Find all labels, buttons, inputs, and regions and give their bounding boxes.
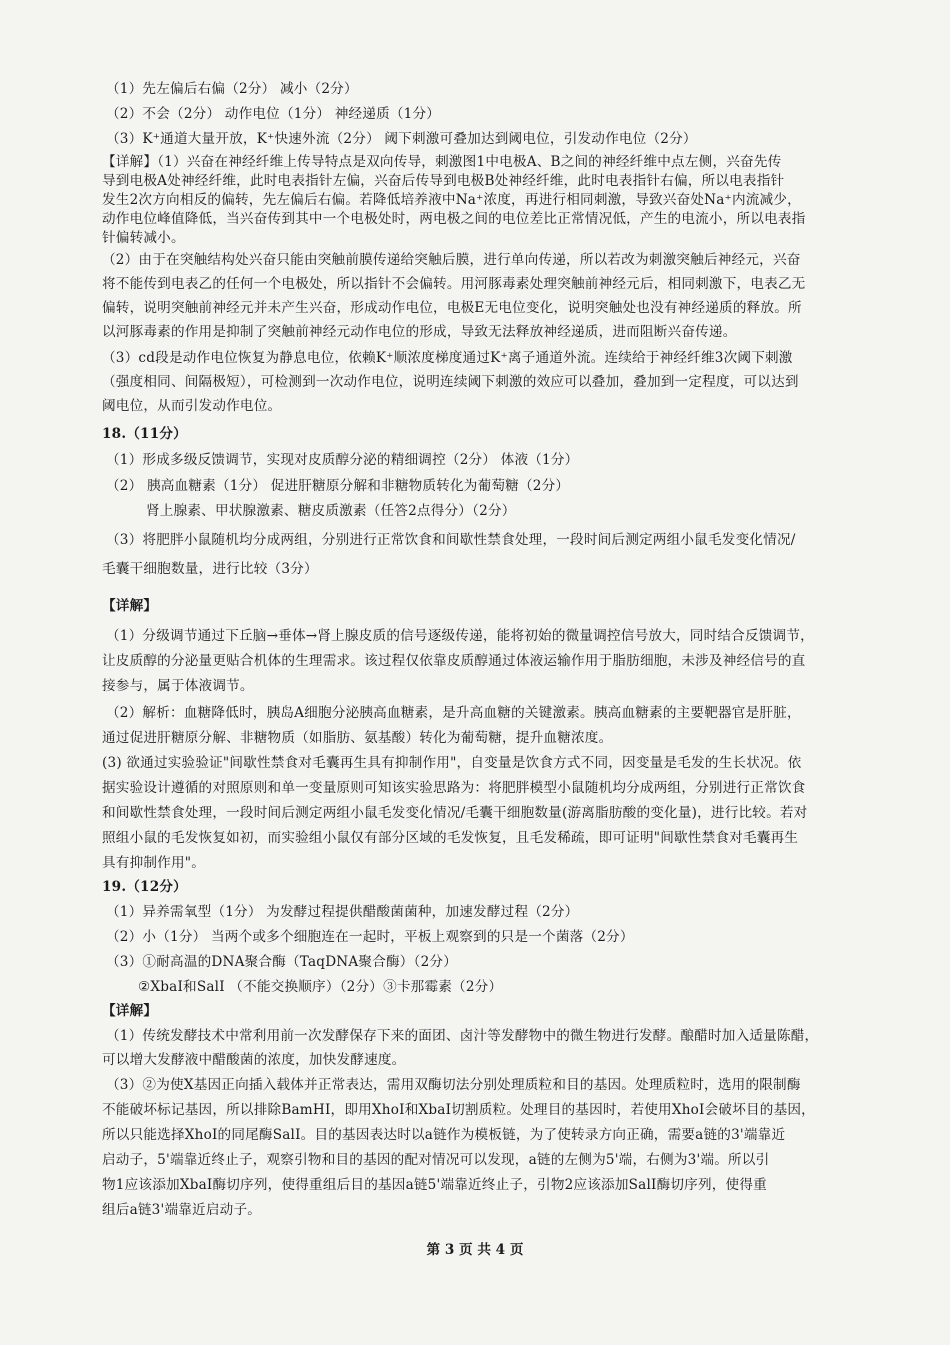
explanation-17-line: 【详解】（1）兴奋在神经纤维上传导特点是双向传导，刺激图1中电极A、B之间的神经纤维中点左侧，兴奋先传 — [102, 154, 782, 170]
answer-17-3: （3）K⁺通道大量开放，K⁺快速外流（2分） 阈下刺激可叠加达到阈电位，引发动作电位（2分） — [106, 131, 697, 147]
answer-18-1: （1）形成多级反馈调节，实现对皮质醇分泌的精细调控（2分） 体液（1分） — [106, 452, 579, 468]
explanation-17-line: 针偏转减小。 — [102, 230, 185, 246]
explanation-18-heading: 【详解】 — [102, 598, 158, 614]
answer-18-3: （3）将肥胖小鼠随机均分成两组，分别进行正常饮食和间歇性禁食处理，一段时间后测定两组小鼠毛发变化情况/ — [106, 532, 796, 548]
explanation-18-line: （1）分级调节通过下丘脑→垂体→肾上腺皮质的信号逐级传递，能将初始的微量调控信号放大，同时结合反馈调节， — [106, 628, 814, 644]
explanation-18-line: 具有抑制作用"。 — [102, 855, 206, 871]
explanation-17-line: 将不能传到电表乙的任何一个电极处，所以指针不会偏转。用河豚毒素处理突触前神经元后，相同刺激下，电表乙无 — [102, 276, 806, 292]
explanation-18-line: （2）解析：血糖降低时，胰岛A细胞分泌胰高血糖素，是升高血糖的关键激素。胰高血糖素的主要靶器官是肝脏， — [106, 705, 801, 721]
answer-19-3b: ②XbaⅠ和SalⅠ （不能交换顺序）（2分）③卡那霉素（2分） — [138, 979, 503, 995]
explanation-19-line: 可以增大发酵液中醋酸菌的浓度，加快发酵速度。 — [102, 1052, 406, 1068]
explanation-19-line: 组后a链3'端靠近启动子。 — [102, 1202, 262, 1218]
explanation-19-line: （3）②为使X基因正向插入载体并正常表达，需用双酶切法分别处理质粒和目的基因。处理质粒时，选用的限制酶 — [106, 1077, 801, 1093]
explanation-19-line: 不能破坏标记基因，所以排除BamHI，即用XhoI和XbaI切割质粒。处理目的基因时，若使用XhoI会破坏目的基因， — [102, 1102, 815, 1118]
explanation-19-line: 所以只能选择XhoI的同尾酶SalI。目的基因表达时以a链作为模板链，为了使转录方向正确，需要a链的3'端靠近 — [102, 1127, 786, 1143]
answer-18-2b: 肾上腺素、甲状腺激素、糖皮质激素（任答2点得分）（2分） — [146, 503, 516, 519]
explanation-17-line: （3）cd段是动作电位恢复为静息电位，依赖K⁺顺浓度梯度通过K⁺离子通道外流。连续给于神经纤维3次阈下刺激 — [102, 350, 793, 366]
explanation-19-heading: 【详解】 — [102, 1003, 158, 1019]
explanation-18-line: (3) 欲通过实验验证"间歇性禁食对毛囊再生具有抑制作用"，自变量是饮食方式不同，因变量是毛发的生长状况。依 — [102, 755, 802, 771]
answer-17-2: （2）不会（2分） 动作电位（1分） 神经递质（1分） — [106, 106, 441, 122]
explanation-19-line: （1）传统发酵技术中常利用前一次发酵保存下来的面团、卤汁等发酵物中的微生物进行发酵。酿醋时加入适量陈醋， — [106, 1028, 819, 1044]
explanation-17-line: （强度相同、间隔极短），可检测到一次动作电位，说明连续阈下刺激的效应可以叠加，叠加到一定程度，可以达到 — [102, 374, 799, 390]
explanation-17-line: 以河豚毒素的作用是抑制了突触前神经元动作电位的形成，导致无法释放神经递质，进而阻断兴奋传递。 — [102, 324, 737, 340]
answer-17-1: （1）先左偏后右偏（2分） 减小（2分） — [106, 81, 358, 97]
page-number-footer: 第 3 页 共 4 页 — [426, 1242, 524, 1258]
explanation-17-line: （2）由于在突触结构处兴奋只能由突触前膜传递给突触后膜，进行单向传递，所以若改为刺激突触后神经元，兴奋 — [102, 252, 801, 268]
explanation-19-line: 启动子，5'端靠近终止子，观察引物和目的基因的配对情况可以发现，a链的左侧为5'端，右侧为3'端。所以引 — [102, 1152, 770, 1168]
explanation-18-line: 和间歇性禁食处理，一段时间后测定两组小鼠毛发变化情况/毛囊干细胞数量(游离脂肪酸的变化量)，进行比较。若对 — [102, 805, 808, 821]
explanation-17-line: 偏转，说明突触前神经元并未产生兴奋，形成动作电位，电极E无电位变化，说明突触处也没有神经递质的释放。所 — [102, 300, 802, 316]
answer-19-3: （3）①耐高温的DNA聚合酶（TaqDNA聚合酶）（2分） — [106, 954, 458, 970]
explanation-18-line: 接参与，属于体液调节。 — [102, 678, 254, 694]
explanation-17-line: 动作电位峰值降低，当兴奋传到其中一个电极处时，两电极之间的电位差比正常情况低，产生的电流小，所以电表指 — [102, 211, 806, 227]
answer-19-2: （2）小（1分） 当两个或多个细胞连在一起时，平板上观察到的只是一个菌落（2分） — [106, 929, 634, 945]
explanation-18-line: 通过促进肝糖原分解、非糖物质（如脂肪、氨基酸）转化为葡萄糖，提升血糖浓度。 — [102, 730, 613, 746]
question-19-heading: 19.（12分） — [102, 879, 187, 895]
explanation-17-line: 发生2次方向相反的偏转，先左偏后右偏。若降低培养液中Na⁺浓度，再进行相同刺激，导致兴奋处Na⁺内流减少， — [102, 192, 801, 208]
explanation-18-line: 照组小鼠的毛发恢复如初，而实验组小鼠仅有部分区域的毛发恢复，且毛发稀疏，即可证明"间歇性禁食对毛囊再生 — [102, 830, 799, 846]
explanation-17-line: 导到电极A处神经纤维，此时电表指针左偏，兴奋后传导到电极B处神经纤维，此时电表指针右偏，所以电表指针 — [102, 173, 785, 189]
explanation-18-line: 据实验设计遵循的对照原则和单一变量原则可知该实验思路为：将肥胖模型小鼠随机均分成两组，分别进行正常饮食 — [102, 780, 806, 796]
explanation-17-line: 阈电位，从而引发动作电位。 — [102, 398, 282, 414]
question-18-heading: 18.（11分） — [102, 426, 187, 442]
answer-19-1: （1）异养需氧型（1分） 为发酵过程提供醋酸菌菌种，加速发酵过程（2分） — [106, 904, 579, 920]
answer-18-2: （2） 胰高血糖素（1分） 促进肝糖原分解和非糖物质转化为葡萄糖（2分） — [106, 478, 570, 494]
explanation-18-line: 让皮质醇的分泌量更贴合机体的生理需求。该过程仅依靠皮质醇通过体液运输作用于脂肪细胞，未涉及神经信号的直 — [102, 653, 806, 669]
answer-18-3b: 毛囊干细胞数量，进行比较（3分） — [102, 561, 318, 577]
explanation-19-line: 物1应该添加XbaI酶切序列，使得重组后目的基因a链5'端靠近终止子，引物2应该添加SalⅠ酶切序列，使得重 — [102, 1177, 767, 1193]
